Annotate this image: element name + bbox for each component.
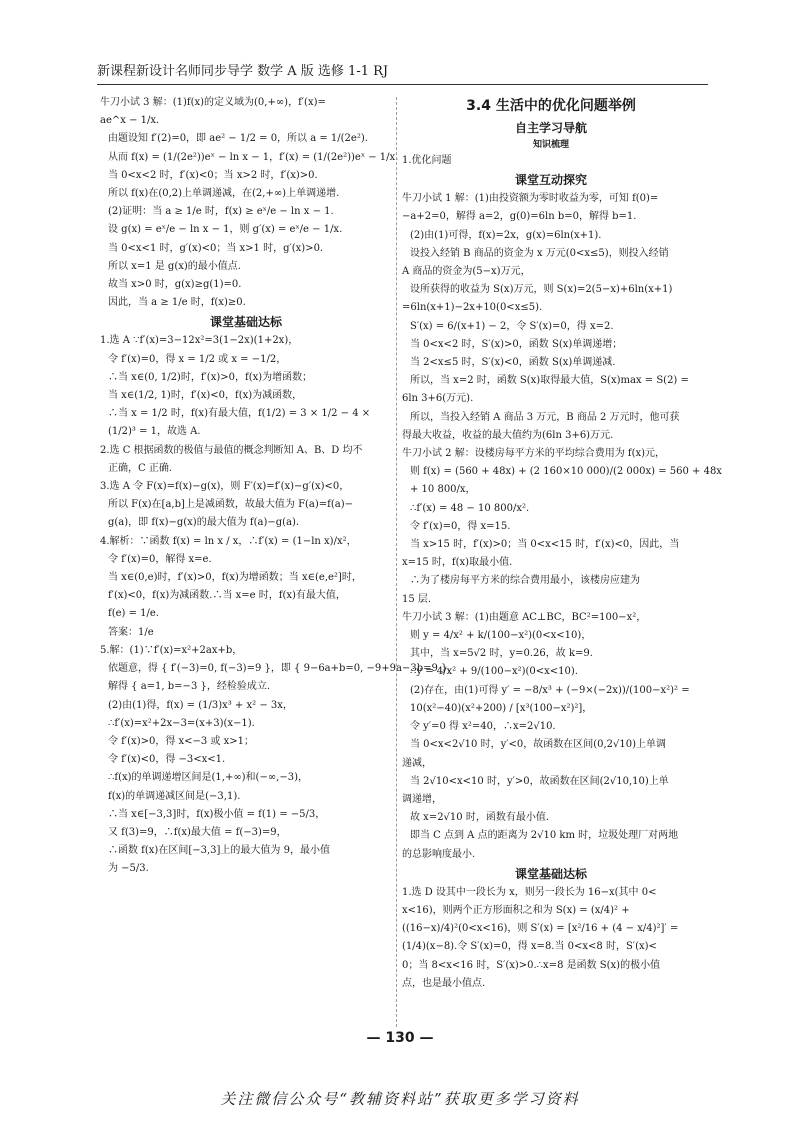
text-line: 当 2<x≤5 时，S′(x)<0，函数 S(x)单调递减.	[410, 357, 616, 369]
text-line: 依题意，得 { f′(−3)=0, f(−3)=9 }，即 { 9−6a+b=0, −9+9a−3b=9 }，	[108, 663, 458, 675]
text-line: ∴f(x)的单调递增区间是(1,+∞)和(−∞,−3)，	[108, 772, 308, 784]
text-line: 1.选 D 设其中一段长为 x，则另一段长为 16−x(其中 0<	[402, 886, 657, 898]
text-line: 当 2√10<x<10 时，y′>0，故函数在区间(2√10,10)上单	[410, 775, 669, 787]
text-line: 因此，当 a ≥ 1/e 时，f(x)≥0.	[108, 297, 246, 309]
text-line: (1/2)³ = 1，故选 A.	[108, 426, 201, 438]
text-line: 所以，当 x=2 时，函数 S(x)取得最大值，S(x)max = S(2) =	[410, 375, 689, 387]
text-line: A 商品的资金为(5−x)万元，	[402, 266, 531, 278]
text-line: ∴为了楼房每平方米的综合费用最小，该楼房应建为	[410, 575, 640, 587]
text-line: 15 层.	[402, 593, 432, 605]
section-heading: 知识梳理	[532, 140, 569, 150]
text-line: 故 x=2√10 时，函数有最小值.	[410, 812, 550, 824]
text-line: 当 0<x<1 时，g′(x)<0；当 x>1 时，g′(x)>0.	[108, 242, 324, 254]
text-line: 其中，当 x=5√2 时，y=0.26，故 k=9.	[410, 648, 593, 660]
text-line: S′(x) = 6/(x+1) − 2，令 S′(x)=0，得 x=2.	[410, 320, 614, 332]
text-line: 即当 C 点到 A 点的距离为 2√10 km 时，垃圾处理厂对两地	[410, 830, 679, 842]
section-heading: 自主学习导航	[514, 121, 587, 135]
text-line: ∴函数 f(x)在区间[−3,3]上的最大值为 9，最小值	[108, 845, 330, 857]
text-line: 所以 F(x)在[a,b]上是减函数，故最大值为 F(a)=f(a)−	[108, 499, 354, 511]
text-line: x=15 时，f(x)取最小值.	[402, 557, 513, 569]
text-line: 所以 f(x)在(0,2)上单调递减，在(2,+∞)上单调递增.	[108, 188, 340, 200]
text-line: 又 f(3)=9，∴f(x)最大值 = f(−3)=9，	[108, 826, 287, 838]
text-line: 设所获得的收益为 S(x)万元，则 S(x)=2(5−x)+6ln(x+1)	[410, 284, 673, 296]
text-line: 从而 f(x) = (1/(2e²))eˣ − ln x − 1，f′(x) = (1/(2e²))eˣ − 1/x.	[108, 151, 399, 163]
text-line: 设 g(x) = eˣ/e − ln x − 1，则 g′(x) = eˣ/e − 1/x.	[108, 224, 343, 236]
text-line: 1.选 A ∵f′(x)=3−12x²=3(1−2x)(1+2x)，	[100, 335, 299, 347]
text-line: 令 f′(x)=0，解得 x=e.	[108, 553, 212, 565]
text-line: 当 x>15 时，f′(x)>0；当 0<x<15 时，f′(x)<0，因此，当	[410, 539, 680, 551]
text-line: 点，也是最小值点.	[402, 977, 486, 989]
text-line: 牛刀小试 1 解：(1)由投资额为零时收益为零，可知 f(0)=	[402, 193, 659, 205]
text-line: f(x)的单调递减区间是(−3,1).	[108, 790, 241, 802]
text-line: 0；当 8<x<16 时，S′(x)>0.∴x=8 是函数 S(x)的极小值	[402, 959, 661, 971]
text-line: 所以，当投入经销 A 商品 3 万元，B 商品 2 万元时，他可获	[410, 411, 680, 423]
text-line: 得最大收益，收益的最大值约为(6ln 3+6)万元.	[402, 429, 614, 441]
text-line: 调递增，	[402, 793, 442, 805]
text-line: ((16−x)/4)²(0<x<16)，则 S′(x) = [x²/16 + (4 − x/4)²]′ =	[402, 923, 679, 935]
text-line: ∴当 x∈[−3,3]时，f(x)极小值 = f(1) = −5/3，	[108, 808, 326, 820]
text-line: ∴f′(x) = 48 − 10 800/x².	[410, 502, 530, 514]
text-line: 为 −5/3.	[108, 863, 149, 875]
text-line: ∴f′(x)=x²+2x−3=(x+3)(x−1).	[108, 717, 255, 729]
text-line: f(e) = 1/e.	[108, 608, 159, 620]
page-header	[97, 58, 708, 85]
text-line: 6ln 3+6(万元).	[402, 393, 474, 405]
text-line: 4.解析：∵函数 f(x) = ln x / x，∴f′(x) = (1−ln x)/x²，	[100, 535, 357, 547]
text-line: 令 f′(x)>0，得 x<−3 或 x>1；	[108, 735, 255, 747]
header-title: 新课程新设计名师同步导学 数学 A 版 选修 1-1 RJ	[97, 64, 389, 79]
text-line: 正确，C 正确.	[108, 462, 173, 474]
text-line: 5.解：(1)∵f′(x)=x²+2ax+b，	[100, 644, 243, 656]
text-line: 当 0<x<2√10 时，y′<0，故函数在区间(0,2√10)上单调	[410, 739, 667, 751]
text-line: 牛刀小试 3 解：(1)由题意 AC⊥BC，BC²=100−x²，	[402, 611, 647, 623]
text-line: ∴y = 4/x² + 9/(100−x²)(0<x<10).	[410, 666, 578, 678]
text-line: f′(x)<0，f(x)为减函数.∴当 x=e 时，f(x)有最大值，	[108, 590, 346, 602]
text-line: −a+2=0，解得 a=2，g(0)=6ln b=0，解得 b=1.	[402, 211, 637, 223]
footer-note: 关注微信公众号“教辅资料站”获取更多学习资料	[220, 1090, 580, 1108]
text-line: 当 0<x<2 时，S′(x)>0，函数 S(x)单调递增；	[410, 338, 623, 350]
text-line: 牛刀小试 2 解：设楼房每平方米的平均综合费用为 f(x)元，	[402, 448, 666, 460]
text-line: (2)由(1)得，f(x) = (1/3)x³ + x² − 3x，	[108, 699, 293, 711]
text-line: 10(x²−40)(x²+200) / [x³(100−x²)²]，	[410, 702, 593, 714]
text-line: 牛刀小试 3 解：(1)f(x)的定义域为(0,+∞)，f′(x)=	[100, 97, 326, 108]
text-line: 故当 x>0 时，g(x)≥g(1)=0.	[108, 279, 242, 291]
text-line: 答案：1/e	[108, 626, 154, 638]
section-heading: 3.4 生活中的优化问题举例	[466, 98, 636, 114]
text-line: + 10 800/x，	[410, 484, 476, 496]
text-line: 所以 x=1 是 g(x)的最小值点.	[108, 260, 241, 272]
text-line: 由题设知 f′(2)=0，即 ae² − 1/2 = 0，所以 a = 1/(2e²).	[108, 133, 368, 145]
text-line: 设投入经销 B 商品的资金为 x 万元(0<x≤5)，则投入经销	[410, 247, 669, 259]
text-line: ∴当 x = 1/2 时，f(x)有最大值，f(1/2) = 3 × 1/2 − 4 ×	[108, 408, 371, 420]
text-line: ae^x − 1/x.	[100, 115, 160, 127]
text-line: 解得 { a=1, b=−3 }，经检验成立.	[108, 681, 271, 693]
text-line: 令 f′(x)=0，得 x=15.	[410, 520, 511, 532]
section-heading: 课堂基础达标	[209, 315, 282, 330]
text-line: 1.优化问题	[402, 155, 452, 166]
text-line: (1/4)(x−8).令 S′(x)=0，得 x=8.当 0<x<8 时，S′(x)<	[402, 941, 657, 953]
text-line: 则 f(x) = (560 + 48x) + (2 160×10 000)/(2 000x) = 560 + 48x	[410, 466, 722, 478]
column-divider	[396, 97, 397, 1027]
text-line: 令 f′(x)=0，得 x = 1/2 或 x = −1/2，	[108, 353, 287, 365]
page-number: — 130 —	[366, 1030, 434, 1046]
text-line: 3.选 A 令 F(x)=f(x)−g(x)，则 F′(x)=f′(x)−g′(x)<0，	[100, 481, 350, 493]
text-line: 令 y′=0 得 x²=40，∴x=2√10.	[410, 721, 556, 733]
text-line: 2.选 C 根据函数的极值与最值的概念判断知 A、B、D 均不	[100, 444, 363, 456]
text-line: =6ln(x+1)−2x+10(0<x≤5).	[402, 302, 543, 314]
right-column	[402, 94, 722, 993]
text-line: x<16)，则两个正方形面积之和为 S(x) = (x/4)² +	[402, 904, 630, 916]
text-line: 则 y = 4/x² + k/(100−x²)(0<x<10)，	[410, 630, 592, 642]
text-line: (2)存在，由(1)可得 y′ = −8/x³ + (−9×(−2x))/(100−x²)² =	[410, 684, 690, 696]
text-line: 当 x∈(1/2, 1)时，f′(x)<0，f(x)为减函数，	[108, 390, 303, 402]
text-line: ∴当 x∈(0, 1/2)时，f′(x)>0，f(x)为增函数；	[108, 371, 313, 383]
text-line: 令 f′(x)<0，得 −3<x<1.	[108, 754, 226, 766]
text-line: g(a)，即 f(x)−g(x)的最大值为 f(a)−g(a).	[108, 517, 300, 529]
text-line: 当 0<x<2 时，f′(x)<0；当 x>2 时，f′(x)>0.	[108, 169, 318, 181]
section-heading: 课堂基础达标	[514, 866, 587, 881]
text-line: 的总影响度最小.	[402, 848, 476, 860]
text-line: (2)证明：当 a ≥ 1/e 时，f(x) ≥ eˣ/e − ln x − 1.	[108, 206, 334, 218]
text-line: (2)由(1)可得，f(x)=2x，g(x)=6ln(x+1).	[410, 229, 602, 241]
text-line: 递减，	[402, 757, 432, 769]
section-heading: 课堂互动探究	[514, 173, 587, 188]
text-line: 当 x∈(0,e)时，f′(x)>0，f(x)为增函数；当 x∈(e,e²]时，	[108, 572, 362, 584]
